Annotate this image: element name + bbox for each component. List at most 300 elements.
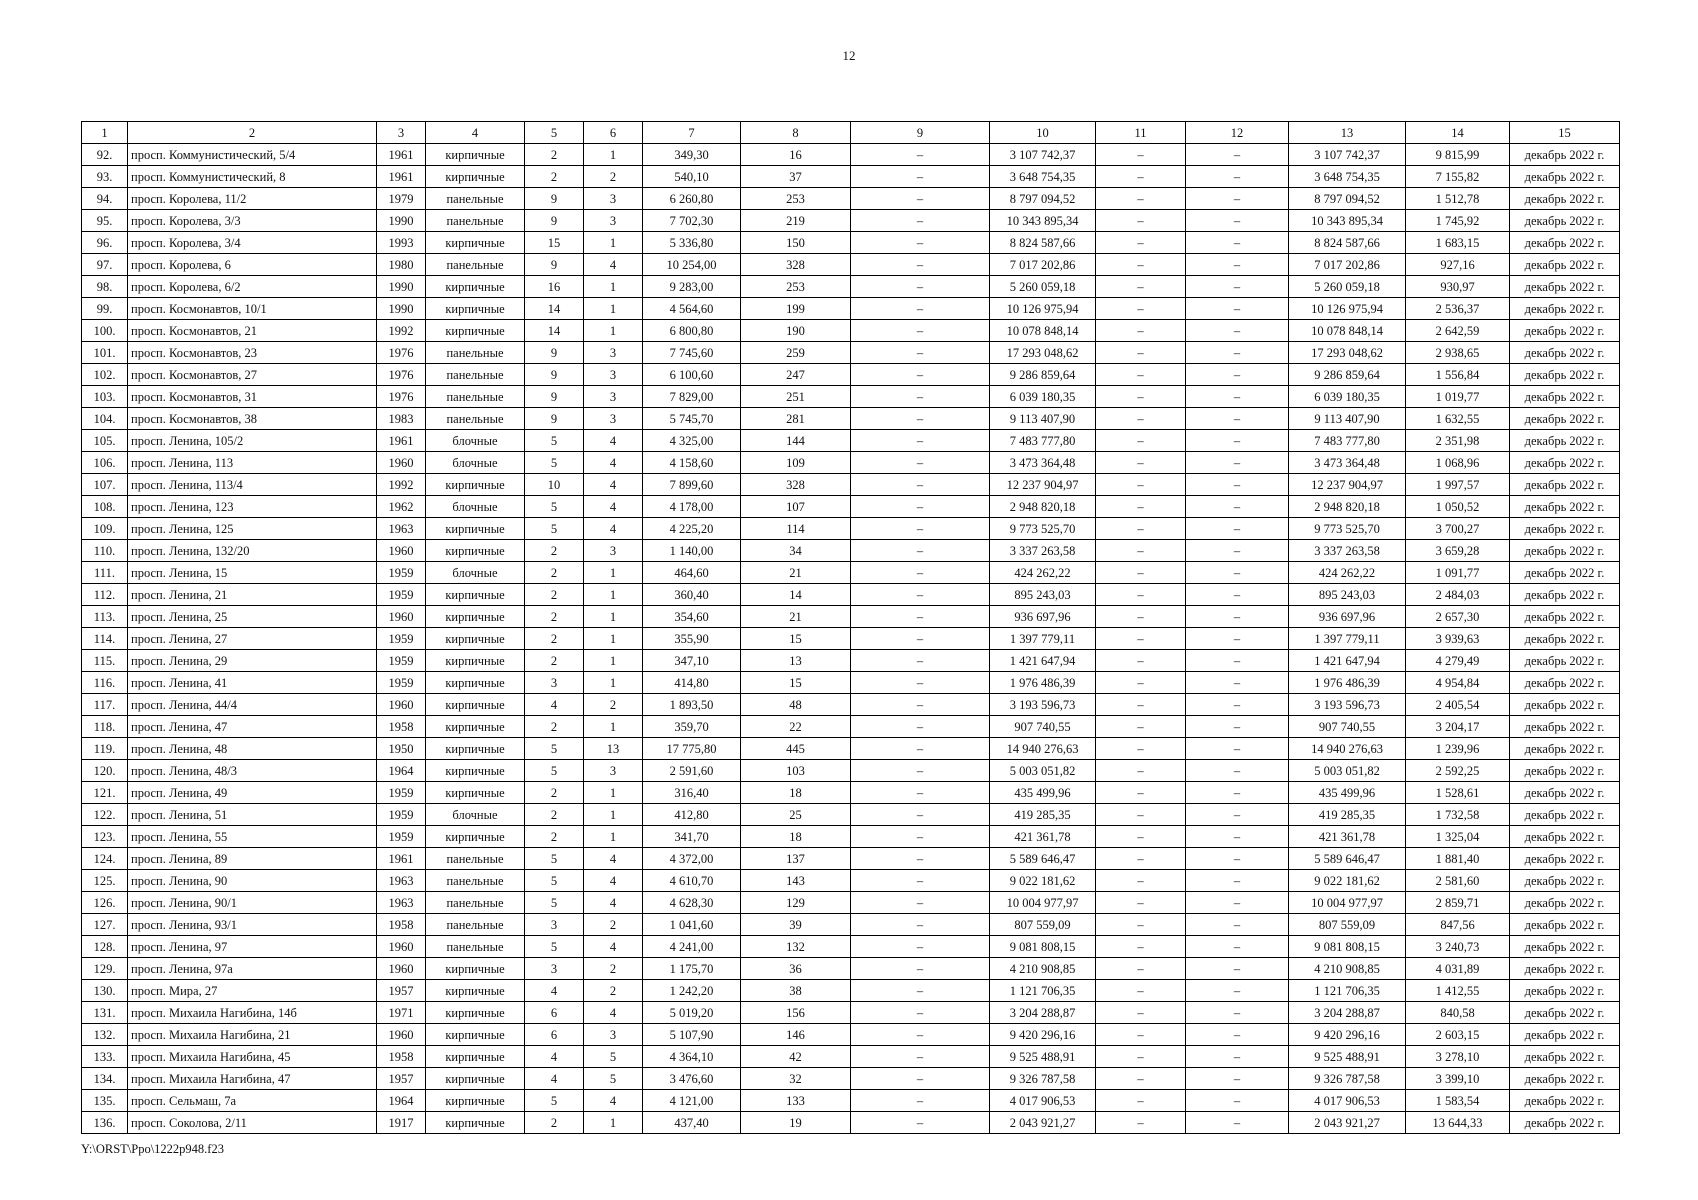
cell-address: просп. Космонавтов, 38: [128, 408, 377, 430]
cell-address: просп. Ленина, 89: [128, 848, 377, 870]
table-row: [82, 694, 1620, 716]
cell-total-cost: 807 559,09: [990, 914, 1096, 936]
cell-residents: 114: [741, 518, 851, 540]
cell-capital-repair-cost: 435 499,96: [1289, 782, 1406, 804]
cell-wall-material: панельные: [426, 254, 525, 276]
cell-entrances: 4: [584, 452, 643, 474]
cell-col-9: –: [851, 364, 990, 386]
cell-col-11: –: [1096, 672, 1186, 694]
cell-col-11: –: [1096, 430, 1186, 452]
cell-address: просп. Ленина, 97: [128, 936, 377, 958]
cell-floors: 5: [525, 430, 584, 452]
cell-total-area: 4 325,00: [643, 430, 741, 452]
cell-cost-per-sqm: 9 815,99: [1406, 144, 1510, 166]
cell-entrances: 1: [584, 298, 643, 320]
cell-year-built: 1960: [377, 958, 426, 980]
cell-col-12: –: [1186, 738, 1289, 760]
table-row: [82, 1046, 1620, 1068]
cell-row-number: 121.: [82, 782, 128, 804]
cell-deadline: декабрь 2022 г.: [1510, 474, 1620, 496]
cell-col-9: –: [851, 518, 990, 540]
cell-total-cost: 10 078 848,14: [990, 320, 1096, 342]
cell-year-built: 1963: [377, 870, 426, 892]
cell-year-built: 1976: [377, 342, 426, 364]
cell-wall-material: кирпичные: [426, 276, 525, 298]
cell-col-12: –: [1186, 166, 1289, 188]
cell-deadline: декабрь 2022 г.: [1510, 738, 1620, 760]
cell-wall-material: кирпичные: [426, 958, 525, 980]
cell-entrances: 2: [584, 980, 643, 1002]
column-header-4: 4: [426, 122, 525, 144]
cell-cost-per-sqm: 1 732,58: [1406, 804, 1510, 826]
cell-wall-material: кирпичные: [426, 1068, 525, 1090]
cell-cost-per-sqm: 1 583,54: [1406, 1090, 1510, 1112]
table-row: [82, 144, 1620, 166]
cell-deadline: декабрь 2022 г.: [1510, 584, 1620, 606]
cell-deadline: декабрь 2022 г.: [1510, 496, 1620, 518]
cell-row-number: 116.: [82, 672, 128, 694]
cell-year-built: 1960: [377, 540, 426, 562]
cell-wall-material: блочные: [426, 804, 525, 826]
cell-deadline: декабрь 2022 г.: [1510, 936, 1620, 958]
cell-address: просп. Соколова, 2/11: [128, 1112, 377, 1134]
cell-address: просп. Ленина, 90/1: [128, 892, 377, 914]
cell-col-12: –: [1186, 1068, 1289, 1090]
cell-cost-per-sqm: 847,56: [1406, 914, 1510, 936]
cell-col-9: –: [851, 1046, 990, 1068]
cell-total-area: 5 336,80: [643, 232, 741, 254]
cell-cost-per-sqm: 7 155,82: [1406, 166, 1510, 188]
cell-deadline: декабрь 2022 г.: [1510, 166, 1620, 188]
table-row: [82, 496, 1620, 518]
cell-col-12: –: [1186, 430, 1289, 452]
cell-floors: 2: [525, 782, 584, 804]
table-row: [82, 320, 1620, 342]
cell-floors: 4: [525, 1046, 584, 1068]
cell-deadline: декабрь 2022 г.: [1510, 804, 1620, 826]
cell-year-built: 1959: [377, 826, 426, 848]
cell-row-number: 113.: [82, 606, 128, 628]
cell-entrances: 1: [584, 276, 643, 298]
cell-total-cost: 421 361,78: [990, 826, 1096, 848]
cell-deadline: декабрь 2022 г.: [1510, 760, 1620, 782]
cell-entrances: 4: [584, 518, 643, 540]
cell-col-12: –: [1186, 210, 1289, 232]
cell-col-11: –: [1096, 782, 1186, 804]
cell-wall-material: кирпичные: [426, 1090, 525, 1112]
table-row: [82, 254, 1620, 276]
cell-residents: 281: [741, 408, 851, 430]
cell-cost-per-sqm: 2 603,15: [1406, 1024, 1510, 1046]
cell-year-built: 1957: [377, 980, 426, 1002]
cell-col-12: –: [1186, 452, 1289, 474]
cell-cost-per-sqm: 13 644,33: [1406, 1112, 1510, 1134]
cell-total-cost: 9 022 181,62: [990, 870, 1096, 892]
cell-row-number: 131.: [82, 1002, 128, 1024]
cell-col-12: –: [1186, 782, 1289, 804]
cell-deadline: декабрь 2022 г.: [1510, 606, 1620, 628]
cell-wall-material: кирпичные: [426, 738, 525, 760]
cell-residents: 137: [741, 848, 851, 870]
cell-total-cost: 12 237 904,97: [990, 474, 1096, 496]
cell-deadline: декабрь 2022 г.: [1510, 1112, 1620, 1134]
cell-capital-repair-cost: 3 193 596,73: [1289, 694, 1406, 716]
cell-floors: 4: [525, 980, 584, 1002]
cell-total-cost: 3 473 364,48: [990, 452, 1096, 474]
cell-floors: 2: [525, 606, 584, 628]
cell-total-cost: 3 648 754,35: [990, 166, 1096, 188]
cell-year-built: 1958: [377, 716, 426, 738]
cell-year-built: 1990: [377, 210, 426, 232]
cell-total-area: 7 899,60: [643, 474, 741, 496]
cell-row-number: 100.: [82, 320, 128, 342]
table-row: [82, 650, 1620, 672]
cell-year-built: 1979: [377, 188, 426, 210]
cell-capital-repair-cost: 9 081 808,15: [1289, 936, 1406, 958]
cell-col-9: –: [851, 496, 990, 518]
cell-cost-per-sqm: 2 351,98: [1406, 430, 1510, 452]
cell-col-12: –: [1186, 958, 1289, 980]
cell-col-11: –: [1096, 892, 1186, 914]
cell-total-area: 4 610,70: [643, 870, 741, 892]
cell-cost-per-sqm: 1 881,40: [1406, 848, 1510, 870]
cell-floors: 6: [525, 1002, 584, 1024]
table-row: [82, 474, 1620, 496]
cell-capital-repair-cost: 9 113 407,90: [1289, 408, 1406, 430]
cell-cost-per-sqm: 2 581,60: [1406, 870, 1510, 892]
cell-capital-repair-cost: 12 237 904,97: [1289, 474, 1406, 496]
cell-row-number: 103.: [82, 386, 128, 408]
cell-cost-per-sqm: 3 659,28: [1406, 540, 1510, 562]
cell-cost-per-sqm: 3 939,63: [1406, 628, 1510, 650]
cell-col-12: –: [1186, 562, 1289, 584]
cell-total-cost: 7 017 202,86: [990, 254, 1096, 276]
cell-wall-material: кирпичные: [426, 474, 525, 496]
cell-floors: 3: [525, 914, 584, 936]
cell-col-11: –: [1096, 606, 1186, 628]
cell-wall-material: панельные: [426, 892, 525, 914]
cell-address: просп. Ленина, 97а: [128, 958, 377, 980]
cell-cost-per-sqm: 1 528,61: [1406, 782, 1510, 804]
cell-year-built: 1959: [377, 650, 426, 672]
cell-capital-repair-cost: 9 525 488,91: [1289, 1046, 1406, 1068]
cell-year-built: 1993: [377, 232, 426, 254]
cell-total-cost: 2 043 921,27: [990, 1112, 1096, 1134]
cell-address: просп. Ленина, 90: [128, 870, 377, 892]
cell-floors: 9: [525, 408, 584, 430]
table-row: [82, 452, 1620, 474]
cell-floors: 9: [525, 188, 584, 210]
table-row: [82, 628, 1620, 650]
table-row: [82, 1112, 1620, 1134]
table-row: [82, 980, 1620, 1002]
cell-address: просп. Королева, 6: [128, 254, 377, 276]
cell-entrances: 3: [584, 342, 643, 364]
cell-capital-repair-cost: 6 039 180,35: [1289, 386, 1406, 408]
cell-address: просп. Ленина, 29: [128, 650, 377, 672]
cell-wall-material: кирпичные: [426, 760, 525, 782]
cell-row-number: 112.: [82, 584, 128, 606]
cell-row-number: 132.: [82, 1024, 128, 1046]
cell-address: просп. Королева, 11/2: [128, 188, 377, 210]
cell-capital-repair-cost: 9 420 296,16: [1289, 1024, 1406, 1046]
cell-total-cost: 9 286 859,64: [990, 364, 1096, 386]
cell-year-built: 1961: [377, 430, 426, 452]
cell-col-11: –: [1096, 232, 1186, 254]
cell-capital-repair-cost: 424 262,22: [1289, 562, 1406, 584]
cell-row-number: 127.: [82, 914, 128, 936]
table-row: [82, 914, 1620, 936]
cell-cost-per-sqm: 1 050,52: [1406, 496, 1510, 518]
cell-col-11: –: [1096, 826, 1186, 848]
cell-col-11: –: [1096, 1068, 1186, 1090]
cell-floors: 5: [525, 870, 584, 892]
cell-entrances: 1: [584, 628, 643, 650]
cell-row-number: 133.: [82, 1046, 128, 1068]
cell-col-9: –: [851, 980, 990, 1002]
cell-deadline: декабрь 2022 г.: [1510, 364, 1620, 386]
cell-total-cost: 419 285,35: [990, 804, 1096, 826]
cell-col-11: –: [1096, 936, 1186, 958]
cell-floors: 2: [525, 144, 584, 166]
cell-residents: 32: [741, 1068, 851, 1090]
cell-entrances: 1: [584, 606, 643, 628]
cell-col-9: –: [851, 540, 990, 562]
cell-total-area: 464,60: [643, 562, 741, 584]
cell-row-number: 92.: [82, 144, 128, 166]
cell-wall-material: кирпичные: [426, 782, 525, 804]
table-row: [82, 936, 1620, 958]
cell-residents: 25: [741, 804, 851, 826]
cell-row-number: 129.: [82, 958, 128, 980]
cell-address: просп. Ленина, 125: [128, 518, 377, 540]
cell-entrances: 4: [584, 1090, 643, 1112]
cell-row-number: 110.: [82, 540, 128, 562]
cell-capital-repair-cost: 10 126 975,94: [1289, 298, 1406, 320]
column-header-9: 9: [851, 122, 990, 144]
table-row: [82, 716, 1620, 738]
cell-total-cost: 424 262,22: [990, 562, 1096, 584]
cell-residents: 129: [741, 892, 851, 914]
table-row: [82, 1024, 1620, 1046]
table-row: [82, 958, 1620, 980]
cell-wall-material: панельные: [426, 342, 525, 364]
cell-year-built: 1976: [377, 364, 426, 386]
cell-col-9: –: [851, 1024, 990, 1046]
cell-entrances: 3: [584, 210, 643, 232]
cell-deadline: декабрь 2022 г.: [1510, 298, 1620, 320]
cell-residents: 15: [741, 672, 851, 694]
cell-address: просп. Королева, 6/2: [128, 276, 377, 298]
cell-address: просп. Ленина, 105/2: [128, 430, 377, 452]
cell-col-9: –: [851, 166, 990, 188]
cell-total-cost: 9 525 488,91: [990, 1046, 1096, 1068]
cell-total-cost: 9 113 407,90: [990, 408, 1096, 430]
cell-wall-material: кирпичные: [426, 1112, 525, 1134]
column-header-14: 14: [1406, 122, 1510, 144]
cell-entrances: 4: [584, 1002, 643, 1024]
cell-floors: 5: [525, 892, 584, 914]
cell-deadline: декабрь 2022 г.: [1510, 386, 1620, 408]
cell-cost-per-sqm: 3 240,73: [1406, 936, 1510, 958]
cell-col-12: –: [1186, 650, 1289, 672]
cell-year-built: 1961: [377, 848, 426, 870]
cell-address: просп. Михаила Нагибина, 47: [128, 1068, 377, 1090]
cell-year-built: 1976: [377, 386, 426, 408]
cell-cost-per-sqm: 927,16: [1406, 254, 1510, 276]
cell-floors: 5: [525, 738, 584, 760]
cell-total-area: 9 283,00: [643, 276, 741, 298]
cell-total-area: 6 100,60: [643, 364, 741, 386]
cell-capital-repair-cost: 1 421 647,94: [1289, 650, 1406, 672]
cell-total-cost: 435 499,96: [990, 782, 1096, 804]
cell-wall-material: блочные: [426, 496, 525, 518]
cell-row-number: 102.: [82, 364, 128, 386]
cell-floors: 2: [525, 804, 584, 826]
cell-col-9: –: [851, 254, 990, 276]
cell-col-12: –: [1186, 364, 1289, 386]
cell-capital-repair-cost: 10 343 895,34: [1289, 210, 1406, 232]
cell-floors: 10: [525, 474, 584, 496]
cell-total-cost: 3 204 288,87: [990, 1002, 1096, 1024]
cell-entrances: 3: [584, 364, 643, 386]
cell-capital-repair-cost: 3 204 288,87: [1289, 1002, 1406, 1024]
table-row: [82, 430, 1620, 452]
cell-total-area: 5 107,90: [643, 1024, 741, 1046]
cell-col-9: –: [851, 408, 990, 430]
cell-deadline: декабрь 2022 г.: [1510, 408, 1620, 430]
cell-deadline: декабрь 2022 г.: [1510, 826, 1620, 848]
cell-residents: 38: [741, 980, 851, 1002]
cell-entrances: 13: [584, 738, 643, 760]
cell-capital-repair-cost: 8 797 094,52: [1289, 188, 1406, 210]
cell-total-area: 355,90: [643, 628, 741, 650]
cell-total-area: 4 564,60: [643, 298, 741, 320]
cell-capital-repair-cost: 3 473 364,48: [1289, 452, 1406, 474]
cell-residents: 143: [741, 870, 851, 892]
cell-address: просп. Ленина, 123: [128, 496, 377, 518]
cell-col-11: –: [1096, 452, 1186, 474]
cell-year-built: 1963: [377, 892, 426, 914]
cell-year-built: 1958: [377, 1046, 426, 1068]
cell-row-number: 108.: [82, 496, 128, 518]
cell-total-area: 360,40: [643, 584, 741, 606]
cell-capital-repair-cost: 17 293 048,62: [1289, 342, 1406, 364]
cell-entrances: 1: [584, 650, 643, 672]
cell-wall-material: кирпичные: [426, 716, 525, 738]
cell-total-area: 4 628,30: [643, 892, 741, 914]
cell-wall-material: кирпичные: [426, 1002, 525, 1024]
cell-residents: 37: [741, 166, 851, 188]
cell-residents: 146: [741, 1024, 851, 1046]
cell-col-9: –: [851, 936, 990, 958]
cell-wall-material: кирпичные: [426, 826, 525, 848]
cell-wall-material: панельные: [426, 936, 525, 958]
cell-cost-per-sqm: 3 700,27: [1406, 518, 1510, 540]
cell-capital-repair-cost: 1 121 706,35: [1289, 980, 1406, 1002]
cell-year-built: 1990: [377, 298, 426, 320]
column-header-10: 10: [990, 122, 1096, 144]
cell-capital-repair-cost: 5 003 051,82: [1289, 760, 1406, 782]
cell-deadline: декабрь 2022 г.: [1510, 232, 1620, 254]
cell-floors: 3: [525, 958, 584, 980]
cell-year-built: 1983: [377, 408, 426, 430]
cell-cost-per-sqm: 1 412,55: [1406, 980, 1510, 1002]
cell-entrances: 1: [584, 320, 643, 342]
cell-col-11: –: [1096, 408, 1186, 430]
cell-wall-material: панельные: [426, 408, 525, 430]
cell-year-built: 1980: [377, 254, 426, 276]
header-row: [82, 122, 1620, 144]
cell-total-area: 412,80: [643, 804, 741, 826]
table-row: [82, 518, 1620, 540]
cell-total-area: 7 745,60: [643, 342, 741, 364]
cell-col-11: –: [1096, 298, 1186, 320]
cell-total-area: 3 476,60: [643, 1068, 741, 1090]
cell-total-area: 1 175,70: [643, 958, 741, 980]
cell-col-9: –: [851, 584, 990, 606]
cell-total-area: 4 225,20: [643, 518, 741, 540]
cell-deadline: декабрь 2022 г.: [1510, 188, 1620, 210]
table-row: [82, 1068, 1620, 1090]
table-row: [82, 562, 1620, 584]
table-row: [82, 364, 1620, 386]
cell-row-number: 122.: [82, 804, 128, 826]
cell-total-cost: 8 797 094,52: [990, 188, 1096, 210]
column-header-6: 6: [584, 122, 643, 144]
table-row: [82, 782, 1620, 804]
cell-floors: 2: [525, 562, 584, 584]
cell-col-12: –: [1186, 936, 1289, 958]
cell-col-9: –: [851, 562, 990, 584]
cell-deadline: декабрь 2022 г.: [1510, 210, 1620, 232]
cell-cost-per-sqm: 2 642,59: [1406, 320, 1510, 342]
cell-address: просп. Коммунистический, 5/4: [128, 144, 377, 166]
cell-col-11: –: [1096, 716, 1186, 738]
table-row: [82, 760, 1620, 782]
cell-capital-repair-cost: 5 260 059,18: [1289, 276, 1406, 298]
cell-col-11: –: [1096, 914, 1186, 936]
cell-cost-per-sqm: 2 405,54: [1406, 694, 1510, 716]
cell-year-built: 1959: [377, 562, 426, 584]
cell-residents: 18: [741, 826, 851, 848]
cell-address: просп. Ленина, 51: [128, 804, 377, 826]
cell-total-cost: 10 126 975,94: [990, 298, 1096, 320]
cell-residents: 328: [741, 474, 851, 496]
cell-col-12: –: [1186, 980, 1289, 1002]
cell-entrances: 3: [584, 540, 643, 562]
cell-deadline: декабрь 2022 г.: [1510, 254, 1620, 276]
cell-row-number: 94.: [82, 188, 128, 210]
cell-row-number: 126.: [82, 892, 128, 914]
cell-address: просп. Ленина, 55: [128, 826, 377, 848]
cell-residents: 36: [741, 958, 851, 980]
cell-residents: 251: [741, 386, 851, 408]
cell-entrances: 3: [584, 188, 643, 210]
column-header-3: 3: [377, 122, 426, 144]
cell-cost-per-sqm: 2 592,25: [1406, 760, 1510, 782]
cell-col-12: –: [1186, 518, 1289, 540]
cell-cost-per-sqm: 2 859,71: [1406, 892, 1510, 914]
cell-col-11: –: [1096, 848, 1186, 870]
cell-floors: 2: [525, 166, 584, 188]
cell-residents: 13: [741, 650, 851, 672]
cell-floors: 4: [525, 694, 584, 716]
table-row: [82, 276, 1620, 298]
cell-total-area: 4 121,00: [643, 1090, 741, 1112]
cell-address: просп. Михаила Нагибина, 21: [128, 1024, 377, 1046]
cell-cost-per-sqm: 2 657,30: [1406, 606, 1510, 628]
